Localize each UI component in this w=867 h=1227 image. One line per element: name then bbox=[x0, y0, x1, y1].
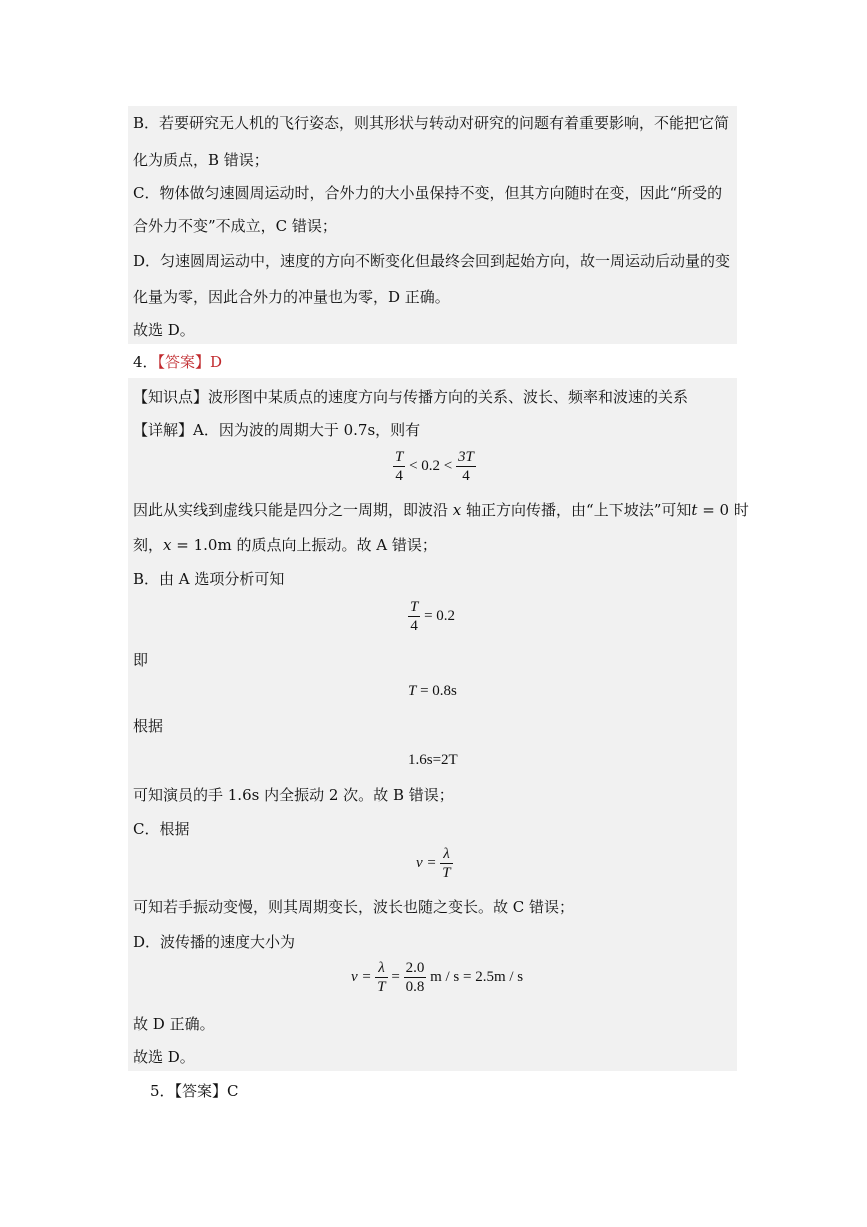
eq1-left-fraction: $\frac{T}{4}$ bbox=[395, 449, 404, 484]
eq6-fraction-2: $\frac{2.0}{0.8}$ bbox=[405, 960, 425, 995]
q4-a-line2: 刻，x = 1.0m 的质点向上振动。故 A 错误； bbox=[133, 536, 437, 554]
q4-c-conclusion: 可知若手振动变慢，则其周期变长，波长也随之变长。故 C 错误； bbox=[133, 898, 575, 916]
q4-number: 4． bbox=[133, 353, 158, 371]
q4-b-conclusion: 可知演员的手 1.6s 内全振动 2 次。故 B 错误； bbox=[133, 786, 454, 804]
eq1-middle: < 0.2 < bbox=[409, 457, 453, 474]
eq5-fraction: $\frac{\lambda}{T}$ bbox=[442, 846, 451, 881]
q3-option-b-line1: B．若要研究无人机的飞行姿态，则其形状与转动对研究的问题有着重要影响，不能把它简 bbox=[133, 114, 730, 132]
q5-answer: 5．【答案】C bbox=[150, 1082, 239, 1100]
q4-d-intro: D．波传播的速度大小为 bbox=[133, 933, 296, 951]
q4-b-intro: B．由 A 选项分析可知 bbox=[133, 570, 285, 588]
equation-4: 1.6s=2T bbox=[408, 752, 458, 768]
eq2-fraction: $\frac{T}{4}$ bbox=[410, 599, 419, 634]
equation-1 bbox=[393, 448, 476, 485]
equation-3: T = 0.8s bbox=[408, 683, 457, 699]
q4-answer bbox=[133, 352, 222, 372]
q4-answer-label: 【答案】D bbox=[157, 353, 223, 371]
q4-genju: 根据 bbox=[133, 717, 164, 735]
q3-choice: 故选 D。 bbox=[133, 321, 195, 339]
equation-2: $\frac{T}{4}$ = 0.2 bbox=[410, 599, 456, 634]
q3-option-c-line2: 合外力不变”不成立，C 错误； bbox=[133, 217, 337, 235]
equation-5: v = $\frac{\lambda}{T}$ bbox=[416, 846, 451, 881]
equation-6: v = $\frac{\lambda}{T}$ = $\frac{2.0}{0.8}$ m / s = 2.5m / s bbox=[351, 960, 524, 995]
q3-option-d-line2: 化量为零，因此合外力的冲量也为零，D 正确。 bbox=[133, 288, 450, 306]
q4-d-conclusion: 故 D 正确。 bbox=[133, 1015, 215, 1033]
q4-choice: 故选 D。 bbox=[133, 1048, 195, 1066]
q3-option-c-line1: C．物体做匀速圆周运动时，合外力的大小虽保持不变，但其方向随时在变，因此“所受的 bbox=[133, 184, 723, 202]
q4-c-intro: C．根据 bbox=[133, 820, 190, 838]
eq6-fraction-1: $\frac{\lambda}{T}$ bbox=[377, 960, 386, 995]
q4-ji: 即 bbox=[133, 651, 149, 669]
q4-a-line1: 因此从实线到虚线只能是四分之一周期，即波沿 x 轴正方向传播，由“上下坡法”可知t = 0 时 bbox=[133, 501, 749, 519]
q4-detail-a-intro: 【详解】A．因为波的周期大于 0.7s，则有 bbox=[133, 421, 421, 439]
eq1-right-fraction: $\frac{3T}{4}$ bbox=[458, 449, 474, 484]
q4-knowledge-point: 【知识点】波形图中某质点的速度方向与传播方向的关系、波长、频率和波速的关系 bbox=[133, 388, 689, 406]
q3-option-b-line2: 化为质点，B 错误； bbox=[133, 151, 269, 169]
q3-option-d-line1: D．匀速圆周运动中，速度的方向不断变化但最终会回到起始方向，故一周运动后动量的变 bbox=[133, 252, 731, 270]
